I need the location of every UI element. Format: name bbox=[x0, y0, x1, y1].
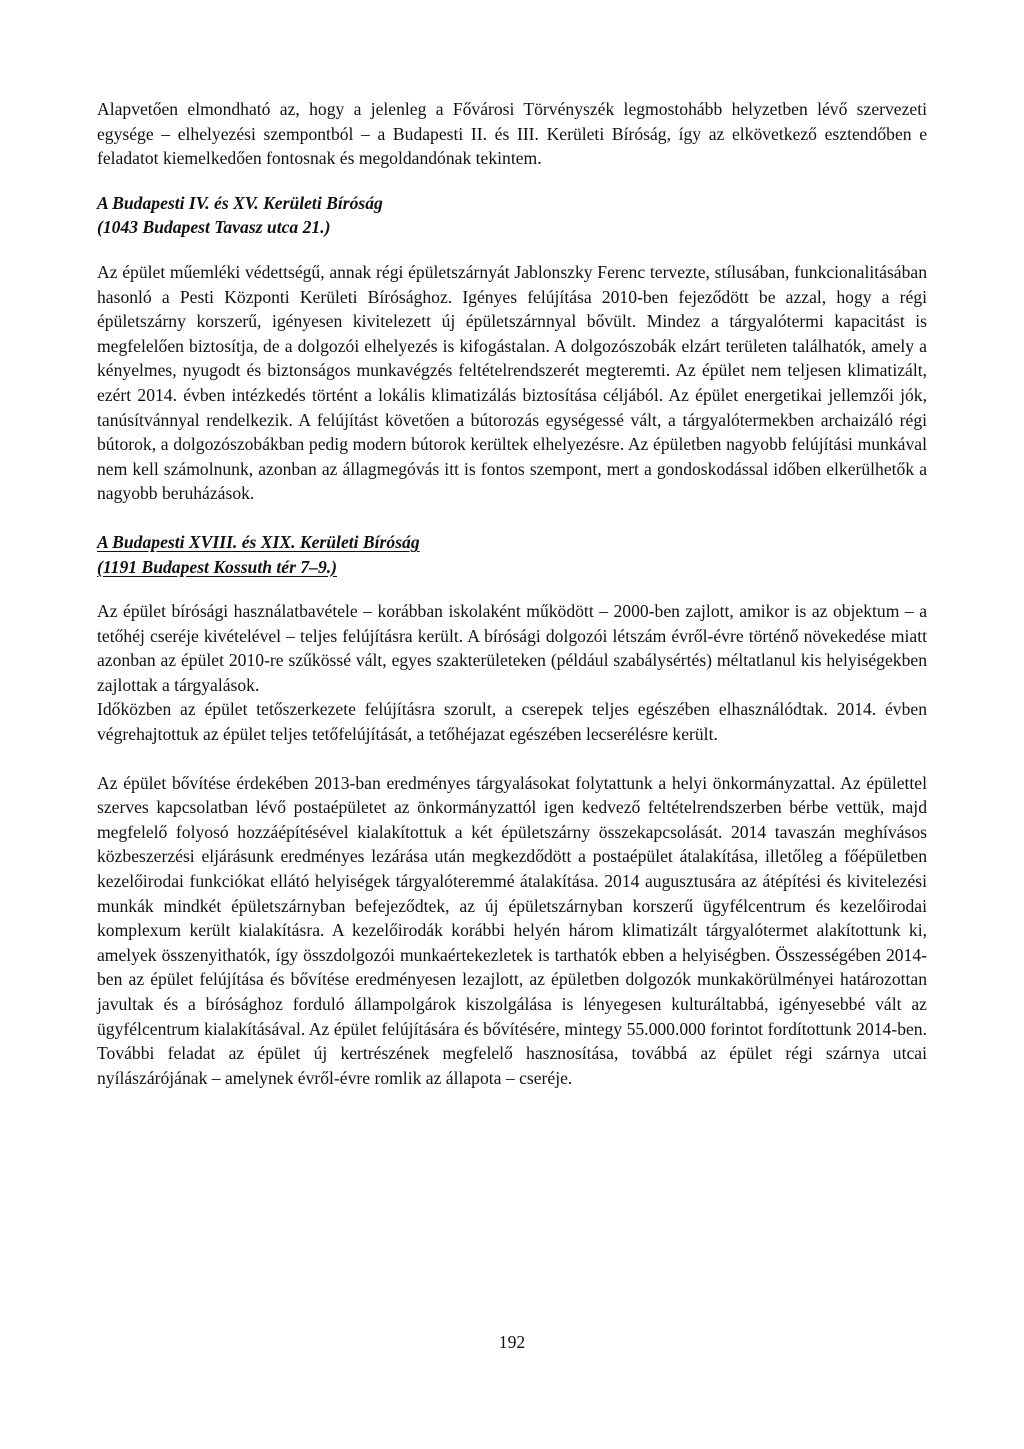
spacer bbox=[97, 506, 927, 530]
section-heading-address: (1043 Budapest Tavasz utca 21.) bbox=[97, 217, 331, 238]
section-heading-court-iv-xv bbox=[97, 191, 927, 240]
document-page bbox=[97, 97, 927, 1090]
section2-paragraph-1: Az épület bírósági használatbavétele – korábban iskolaként működött – 2000-ben zajlott, amikor is az objektum – a tetőhéj cseréje kivételével – teljes felújításra került. A bírósági dolgozói létszám évről-évre történő növekedése miatt azonban az épület 2010-re szűkössé vált, egyes szakterületeken (például szabálysértés) méltatlanul kis helyiségekben zajlottak a tárgyalások. bbox=[97, 601, 927, 695]
intro-paragraph: Alapvetően elmondható az, hogy a jelenleg a Fővárosi Törvényszék legmostohább helyzetben lévő szervezeti egysége – elhelyezési szempontból – a Budapesti II. és III. Kerületi Bíróság, így az elkövetkező esztendőben e feladatot kiemelkedően fontosnak és megoldandónak tekintem. bbox=[97, 99, 927, 169]
section-heading-title: A Budapesti XVIII. és XIX. Kerületi Bíróság bbox=[97, 531, 420, 552]
spacer bbox=[97, 171, 927, 191]
page-number: 192 bbox=[498, 1332, 526, 1352]
section2-paragraph-2: Időközben az épület tetőszerkezete felújításra szorult, a cserepek teljes egészében elhasználódtak. 2014. évben végrehajtottuk az épület teljes tetőfelújítását, a tetőhéjazat egészében lecserélésre került. bbox=[97, 699, 927, 745]
spacer bbox=[97, 579, 927, 599]
section1-paragraph: Az épület műemléki védettségű, annak régi épületszárnyát Jablonszky Ferenc tervezte, stílusában, funkcionalitásában hasonló a Pesti Központi Kerületi Bírósághoz. Igényes felújítása 2010-ben fejeződött be azzal, hogy a régi épületszárny korszerű, igényesen kivitelezett új épületszárnnyal bővült. Mindez a tárgyalótermi kapacitást is megfelelően biztosítja, de a dolgozói elhelyezés is kifogástalan. A dolgozószobák elzárt területen találhatók, amely a kényelmes, nyugodt és biztonságos munkavégzés feltételrendszerét megteremti. Az épület nem teljesen klimatizált, ezért 2014. évben intézkedés történt a lokális klimatizálás biztosítása céljából. Az épület energetikai jellemzői jók, tanúsítvánnyal rendelkezik. A felújítást követően a bútorozás egységessé vált, a tárgyalótermekben archaizáló régi bútorok, a dolgozószobákban pedig modern bútorok kerültek elhelyezésre. Az épületben nagyobb felújítási munkával nem kell számolnunk, azonban az állagmegóvás itt is fontos szempont, mert a gondoskodással időben elkerülhetők a nagyobb beruházások. bbox=[97, 261, 927, 504]
spacer bbox=[97, 747, 927, 771]
section-heading-title: A Budapesti IV. és XV. Kerületi Bíróság bbox=[97, 192, 383, 213]
spacer bbox=[97, 240, 927, 260]
section-heading-address: (1191 Budapest Kossuth tér 7–9.) bbox=[97, 556, 337, 577]
section-heading-court-xviii-xix bbox=[97, 530, 927, 579]
section2-paragraph-3: Az épület bővítése érdekében 2013-ban eredményes tárgyalásokat folytattunk a helyi önkormányzattal. Az épülettel szerves kapcsolatban lévő postaépületet az önkormányzattól igen kedvező feltételrendszerben bérbe vettük, majd megfelelő folyosó hozzáépítésével kialakítottuk a két épületszárny összekapcsolását. 2014 tavaszán meghívásos közbeszerzési eljárásunk eredményes lezárása után megkezdődött a postaépület átalakítása, illetőleg a főépületben kezelőirodai funkciókat ellátó helyiségek tárgyalóteremmé átalakítása. 2014 augusztusára az átépítési és kivitelezési munkák mindkét épületszárnyban befejeződtek, az új épületszárnyban korszerű ügyfélcentrum és kezelőirodai komplexum került kialakításra. A kezelőirodák korábbi helyén három klimatizált tárgyalótermet alakítottunk ki, amelyek összenyithatók, így összdolgozói munkaértekezletek is tarthatók ebben a helyiségben. Összességében 2014-ben az épület felújítása és bővítése eredményesen lezajlott, az épületben dolgozók munkakörülményei határozottan javultak és a bírósághoz forduló állampolgárok kiszolgálása is lényegesen kulturáltabbá, igényesebbé vált az ügyfélcentrum kialakításával. Az épület felújítására és bővítésére, mintegy 55.000.000 forintot fordítottunk 2014-ben. További feladat az épület új kertrészének megfelelő hasznosítása, továbbá az épület régi szárnya utcai nyílászárójának – amelynek évről-évre romlik az állapota – cseréje. bbox=[97, 772, 927, 1088]
